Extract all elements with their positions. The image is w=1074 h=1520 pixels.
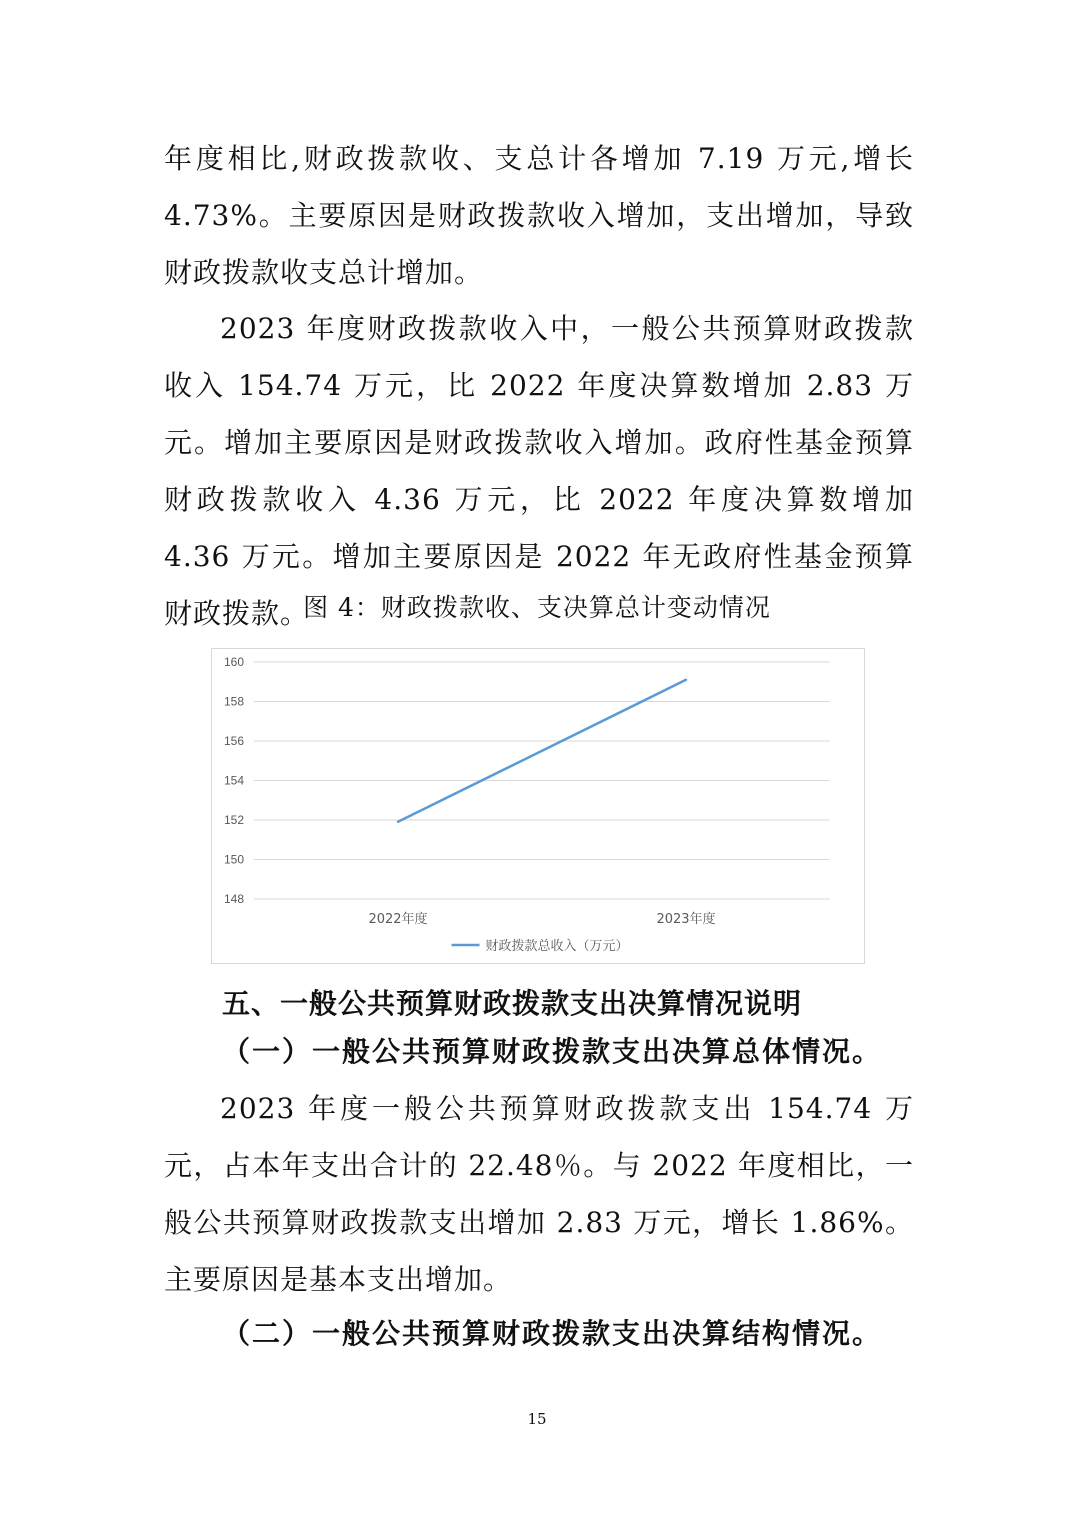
x-tick-label: 2022年度 [368, 912, 428, 927]
section-heading-5: 五、一般公共预算财政拨款支出决算情况说明 [222, 987, 803, 1020]
page-number: 15 [527, 1410, 547, 1428]
paragraph-revenue: 2023 年度财政拨款收入中，一般公共预算财政拨款收入 154.74 万元，比 2022 年度决算数增加 2.83 万元。增加主要原因是财政拨款收入增加。政府性基金预算财政拨款收入 4.36 万元，比 2022 年度决算数增加 4.36 万元。增加主要原因是 2022 年无政府性基金预算财政拨款。 [164, 312, 914, 630]
data-point [397, 821, 399, 823]
y-tick-label: 154 [223, 773, 244, 788]
y-tick-label: 158 [223, 694, 244, 709]
x-tick-label: 2023年度 [656, 912, 716, 927]
paragraph-expenditure: 2023 年度一般公共预算财政拨款支出 154.74 万元，占本年支出合计的 22.48％。与 2022 年度相比，一般公共预算财政拨款支出增加 2.83 万元，增长 1.86%。主要原因是基本支出增加。 [164, 1092, 914, 1296]
figure-caption: 图 4：财政拨款收、支决算总计变动情况 [303, 593, 771, 622]
paragraph-continued: 年度相比,财政拨款收、支总计各增加 7.19 万元,增长 4.73%。主要原因是财政拨款收入增加，支出增加，导致财政拨款收支总计增加。 [164, 142, 914, 289]
y-tick-label: 156 [223, 734, 244, 748]
subsection-heading-2: （二）一般公共预算财政拨款支出决算结构情况。 [222, 1317, 883, 1350]
y-tick-label: 148 [223, 892, 244, 906]
subsection-heading-1: （一）一般公共预算财政拨款支出决算总体情况。 [222, 1035, 883, 1068]
chart-svg [212, 649, 864, 963]
y-tick-label: 150 [223, 852, 244, 867]
line-chart [211, 648, 865, 964]
data-point [685, 679, 687, 681]
y-tick-label: 152 [223, 813, 244, 827]
y-tick-label: 160 [223, 655, 244, 669]
legend-label: 财政拨款总收入（万元） [485, 939, 629, 954]
